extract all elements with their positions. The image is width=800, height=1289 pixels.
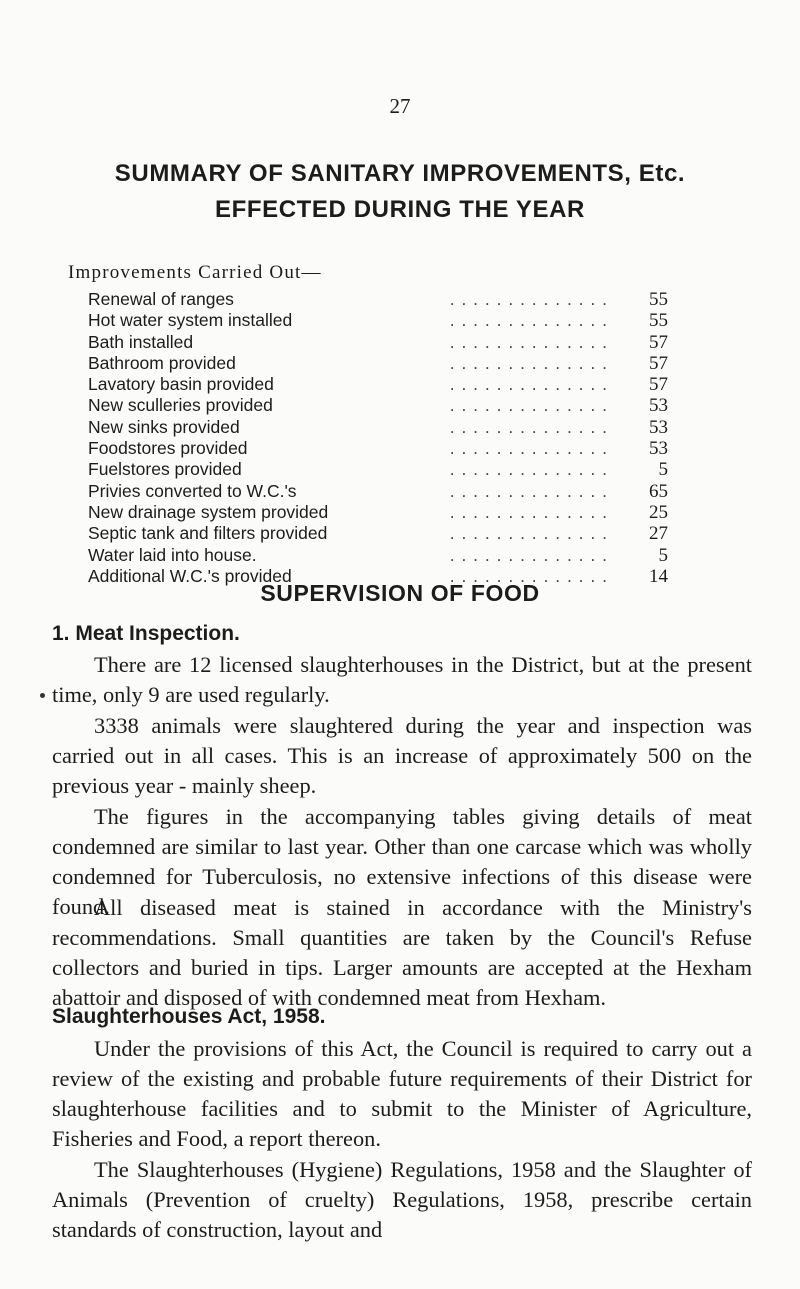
item-value: 5 <box>658 459 668 481</box>
paragraph: The Slaughterhouses (Hygiene) Regulations, 1958 and the Slaughter of Animals (Prevention of cruelty) Regulations, 1958, prescribe certain standards of construction, layout and <box>52 1157 752 1242</box>
list-item <box>88 310 668 331</box>
dot-leader: . . . . . . . . . . . . . . <box>449 416 608 437</box>
margin-mark <box>40 693 45 698</box>
item-label: Septic tank and filters provided <box>88 523 328 544</box>
item-label: Bath installed <box>88 331 194 352</box>
item-value: 5 <box>658 544 668 566</box>
dot-leader: . . . . . . . . . . . . . . <box>449 438 608 459</box>
list-item <box>88 545 668 566</box>
paragraph: Under the provisions of this Act, the Council is required to carry out a review of the existing and probable future requirements of their District for slaughterhouse facilities and to submit to the Minister of Agriculture, Fisheries and Food, a report thereon. <box>52 1036 752 1151</box>
item-label: Privies converted to W.C.'s <box>88 480 297 501</box>
list-item <box>88 459 668 480</box>
item-value: 57 <box>649 374 668 396</box>
item-label: Water laid into house. <box>88 544 257 565</box>
dot-leader: . . . . . . . . . . . . . . <box>449 459 608 480</box>
item-label: Fuelstores provided <box>88 459 242 480</box>
paragraph: 3338 animals were slaughtered during the year and inspection was carried out in all cases. This is an increase of approximately 500 on the previous year - mainly sheep. <box>52 713 752 798</box>
item-label: Foodstores provided <box>88 438 248 459</box>
dot-leader: . . . . . . . . . . . . . . <box>449 480 608 501</box>
dot-leader: . . . . . . . . . . . . . . <box>449 331 608 352</box>
dot-leader: . . . . . . . . . . . . . . <box>449 544 608 565</box>
item-label: Renewal of ranges <box>88 289 234 309</box>
item-value: 27 <box>649 523 668 545</box>
item-value: 57 <box>649 352 668 374</box>
dot-leader: . . . . . . . . . . . . . . <box>449 501 608 522</box>
list-item <box>88 417 668 438</box>
item-label: Bathroom provided <box>88 352 236 373</box>
item-value: 55 <box>649 289 668 310</box>
item-value: 55 <box>649 310 668 332</box>
list-item <box>88 374 668 395</box>
list-item <box>88 332 668 353</box>
item-value: 14 <box>649 565 668 587</box>
list-item <box>88 353 668 374</box>
improvements-heading: Improvements Carried Out— <box>68 262 322 283</box>
item-label: Lavatory basin provided <box>88 374 274 395</box>
improvements-list <box>88 289 668 587</box>
list-item <box>88 502 668 523</box>
dot-leader: . . . . . . . . . . . . . . <box>449 310 608 331</box>
item-value: 53 <box>649 395 668 417</box>
page-number: 27 <box>389 94 411 118</box>
item-label: New drainage system provided <box>88 501 329 522</box>
item-label: New sculleries provided <box>88 395 273 416</box>
dot-leader: . . . . . . . . . . . . . . <box>449 523 608 544</box>
item-label: Additional W.C.'s provided <box>88 565 292 586</box>
page-title: SUMMARY OF SANITARY IMPROVEMENTS, Etc. <box>114 160 686 187</box>
dot-leader: . . . . . . . . . . . . . . <box>449 289 608 309</box>
page-subtitle: EFFECTED DURING THE YEAR <box>215 196 585 223</box>
item-label: New sinks provided <box>88 416 240 437</box>
food-section-title: SUPERVISION OF FOOD <box>260 580 540 606</box>
dot-leader: . . . . . . . . . . . . . . <box>449 565 608 586</box>
list-item <box>88 289 668 310</box>
list-item <box>88 395 668 416</box>
list-item <box>88 481 668 502</box>
list-item <box>88 438 668 459</box>
dot-leader: . . . . . . . . . . . . . . <box>449 374 608 395</box>
item-label: Hot water system installed <box>88 310 293 331</box>
item-value: 25 <box>649 501 668 523</box>
dot-leader: . . . . . . . . . . . . . . <box>449 395 608 416</box>
slaughterhouses-act-heading: Slaughterhouses Act, 1958. <box>52 1005 326 1028</box>
paragraph: All diseased meat is stained in accordance with the Ministry's recommendations. Small quantities are taken by the Council's Refuse collectors and buried in tips. Larger amounts are accepted at the Hexham abattoir and disposed of with condemned meat from Hexham. <box>52 895 752 1010</box>
paragraph: There are 12 licensed slaughterhouses in the District, but at the present time, only 9 are used regularly. <box>52 652 752 707</box>
item-value: 65 <box>649 480 668 502</box>
item-value: 53 <box>649 438 668 460</box>
item-value: 57 <box>649 331 668 353</box>
meat-inspection-heading: 1. Meat Inspection. <box>52 622 240 645</box>
item-value: 53 <box>649 416 668 438</box>
paragraph: The figures in the accompanying tables giving details of meat condemned are similar to last year. Other than one carcase which was wholly condemned for Tuberculosis, no extensive infections of this disease were found. <box>52 804 752 919</box>
dot-leader: . . . . . . . . . . . . . . <box>449 352 608 373</box>
list-item <box>88 523 668 544</box>
